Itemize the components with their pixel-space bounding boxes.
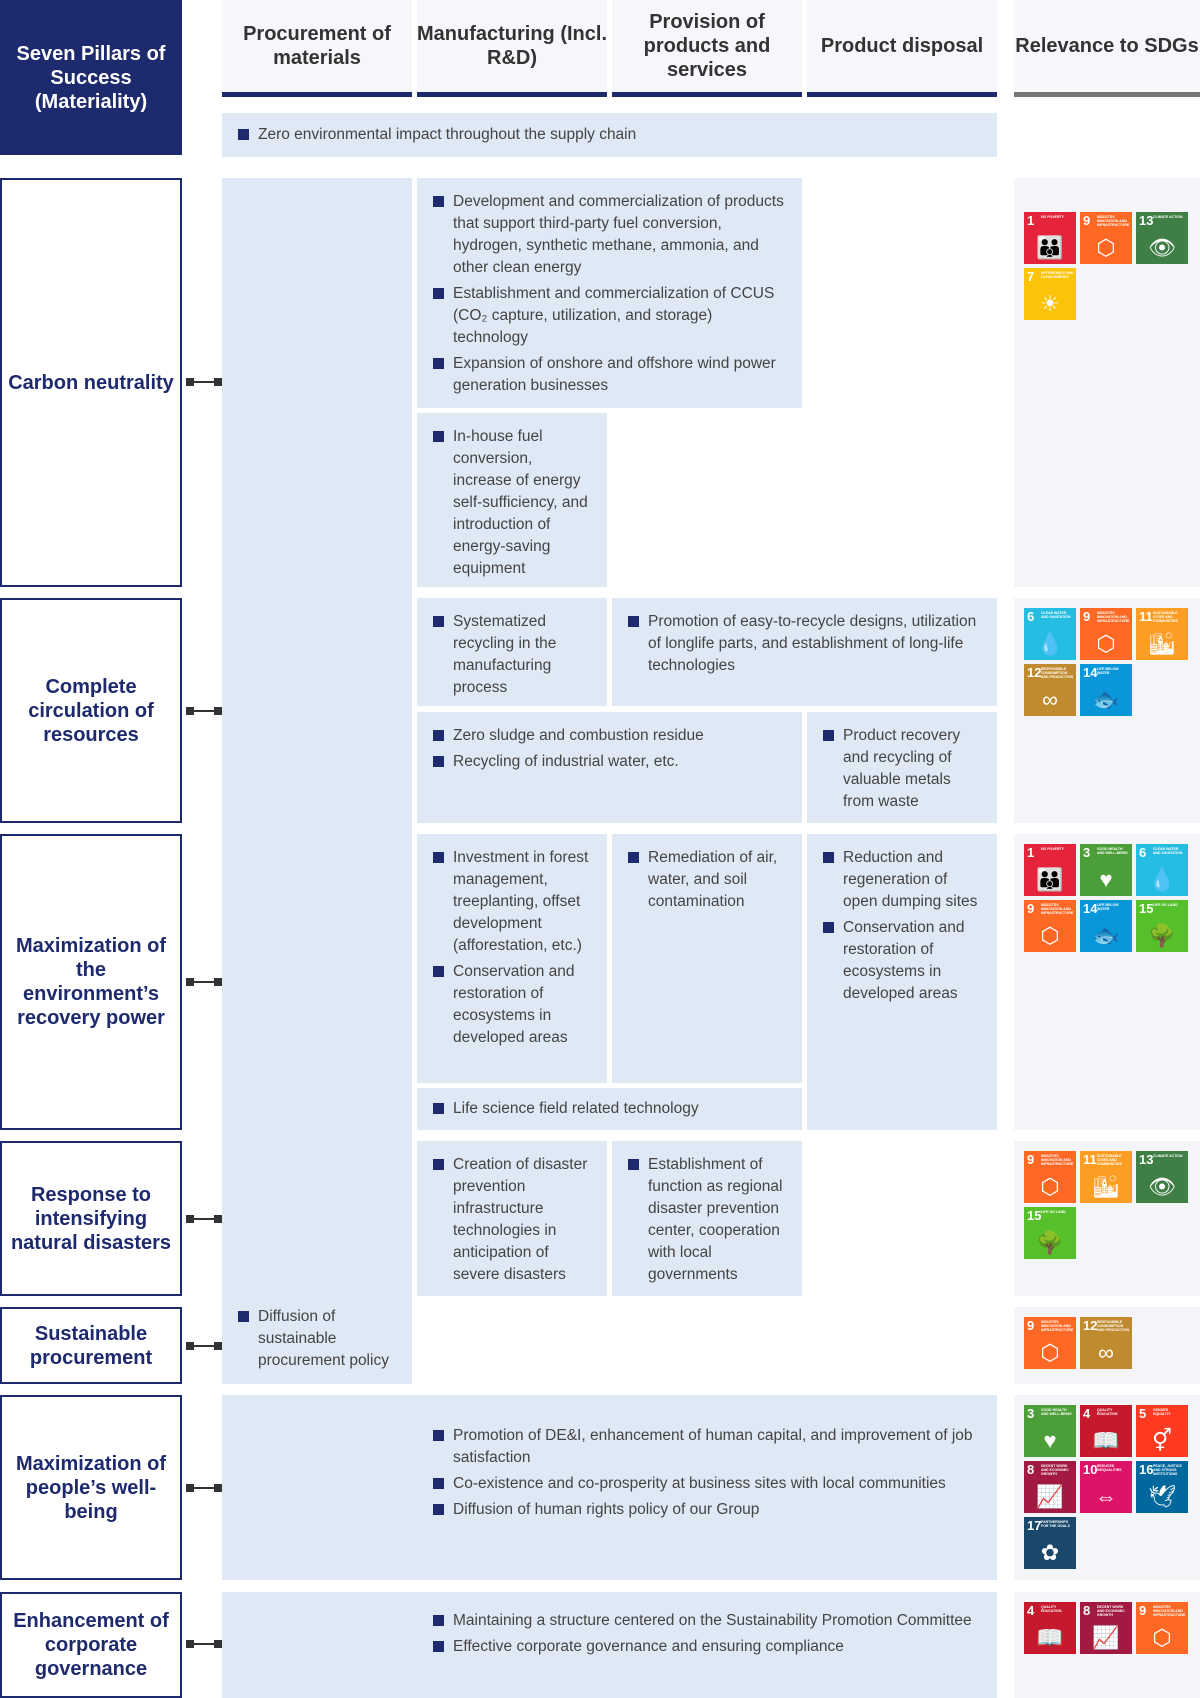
column-header-sdgs: Relevance to SDGs bbox=[1014, 0, 1200, 97]
environment-disposal-cell bbox=[807, 834, 997, 1130]
bullet-list bbox=[628, 1154, 790, 1286]
bullet-list bbox=[823, 847, 985, 1005]
bullet-list bbox=[433, 1098, 790, 1120]
supply-chain-row bbox=[222, 113, 997, 157]
sdg-15-icon: 15 LIFE ON LAND 🌳 bbox=[1024, 1207, 1076, 1259]
list-item: Maintaining a structure centered on the Sustainability Promotion Committee bbox=[433, 1610, 985, 1632]
circulation-disposal-cell bbox=[807, 712, 997, 823]
list-item: Reduction and regeneration of open dumping sites bbox=[823, 847, 985, 913]
list-item: Conservation and restoration of ecosystems in developed areas bbox=[433, 961, 595, 1049]
bullet-list bbox=[433, 611, 595, 699]
connector bbox=[186, 981, 222, 983]
sdg-icons-procurement bbox=[1014, 1307, 1200, 1384]
carbon-manufacturing-cell bbox=[417, 413, 607, 587]
list-item: Diffusion of human rights policy of our Group bbox=[433, 1499, 985, 1521]
sdg-14-icon: 14 LIFE BELOW WATER 🐟 bbox=[1080, 900, 1132, 952]
sdg-icons-governance bbox=[1014, 1592, 1200, 1698]
sdg-9-icon: 9 INDUSTRY, INNOVATION AND INFRASTRUCTURE ⬡ bbox=[1080, 608, 1132, 660]
pillars-header: Seven Pillars of Success (Materiality) bbox=[0, 0, 182, 155]
bullet-list bbox=[433, 426, 595, 580]
circulation-manufacturing-provision-cell bbox=[417, 712, 802, 823]
sdg-icons-circulation bbox=[1014, 598, 1200, 823]
sdg-8-icon: 8 DECENT WORK AND ECONOMIC GROWTH 📈 bbox=[1080, 1602, 1132, 1654]
bullet-list bbox=[628, 611, 985, 677]
list-item: Promotion of easy-to-recycle designs, utilization of longlife parts, and establishment of long-life technologies bbox=[628, 611, 985, 677]
list-item: Conservation and restoration of ecosystems in developed areas bbox=[823, 917, 985, 1005]
circulation-provision-cell bbox=[612, 598, 997, 706]
pillar-well-being: Maximization of people’s well-being bbox=[0, 1395, 182, 1580]
carbon-manufacturing-provision-cell bbox=[417, 178, 802, 408]
sdg-3-icon: 3 GOOD HEALTH AND WELL-BEING ♥ bbox=[1024, 1405, 1076, 1457]
list-item: Life science field related technology bbox=[433, 1098, 790, 1120]
sdg-1-icon: 1 NO POVERTY 👪 bbox=[1024, 212, 1076, 264]
governance-cell bbox=[222, 1592, 997, 1698]
list-item: Recycling of industrial water, etc. bbox=[433, 751, 790, 773]
connector bbox=[186, 381, 222, 383]
bullet-list bbox=[433, 847, 595, 1049]
list-item: Establishment and commercialization of CCUS (CO₂ capture, utilization, and storage) technology bbox=[433, 283, 790, 349]
column-header-disposal: Product disposal bbox=[807, 0, 997, 97]
bullet-list bbox=[433, 1154, 595, 1286]
sdg-9-icon: 9 INDUSTRY, INNOVATION AND INFRASTRUCTURE ⬡ bbox=[1024, 1151, 1076, 1203]
environment-provision-cell bbox=[612, 834, 802, 1083]
sdg-8-icon: 8 DECENT WORK AND ECONOMIC GROWTH 📈 bbox=[1024, 1461, 1076, 1513]
pillar-environment-recovery: Maximization of the environment’s recovery power bbox=[0, 834, 182, 1130]
list-item: Effective corporate governance and ensuring compliance bbox=[433, 1636, 985, 1658]
sdg-icons-carbon bbox=[1014, 178, 1200, 587]
sdg-icons-environment bbox=[1014, 834, 1200, 1130]
connector bbox=[186, 1218, 222, 1220]
sdg-6-icon: 6 CLEAN WATER AND SANITATION 💧 bbox=[1136, 844, 1188, 896]
sdg-icons-well-being bbox=[1014, 1395, 1200, 1580]
sdg-17-icon: 17 PARTNERSHIPS FOR THE GOALS ✿ bbox=[1024, 1517, 1076, 1569]
disaster-provision-cell bbox=[612, 1141, 802, 1296]
disaster-manufacturing-cell bbox=[417, 1141, 607, 1296]
list-item: Systematized recycling in the manufacturing process bbox=[433, 611, 595, 699]
list-item: Product recovery and recycling of valuable metals from waste bbox=[823, 725, 985, 813]
list-item: Investment in forest management, treeplanting, offset development (afforestation, etc.) bbox=[433, 847, 595, 957]
procurement-column bbox=[222, 178, 412, 1384]
sdg-6-icon: 6 CLEAN WATER AND SANITATION 💧 bbox=[1024, 608, 1076, 660]
pillar-carbon-neutrality: Carbon neutrality bbox=[0, 178, 182, 587]
sdg-10-icon: 10 REDUCED INEQUALITIES ⇔ bbox=[1080, 1461, 1132, 1513]
sdg-1-icon: 1 NO POVERTY 👪 bbox=[1024, 844, 1076, 896]
list-item: Zero environmental impact throughout the supply chain bbox=[238, 124, 985, 146]
sdg-14-icon: 14 LIFE BELOW WATER 🐟 bbox=[1080, 664, 1132, 716]
sdg-12-icon: 12 RESPONSIBLE CONSUMPTION AND PRODUCTION ∞ bbox=[1024, 664, 1076, 716]
sdg-9-icon: 9 INDUSTRY, INNOVATION AND INFRASTRUCTURE ⬡ bbox=[1080, 212, 1132, 264]
bullet-list bbox=[433, 1425, 985, 1521]
list-item: Promotion of DE&I, enhancement of human capital, and improvement of job satisfaction bbox=[433, 1425, 985, 1469]
connector bbox=[186, 1643, 222, 1645]
list-item: Expansion of onshore and offshore wind power generation businesses bbox=[433, 353, 790, 397]
sdg-3-icon: 3 GOOD HEALTH AND WELL-BEING ♥ bbox=[1080, 844, 1132, 896]
well-being-cell bbox=[222, 1395, 997, 1580]
connector bbox=[186, 1487, 222, 1489]
circulation-manufacturing-cell bbox=[417, 598, 607, 706]
connector bbox=[186, 710, 222, 712]
list-item: Zero sludge and combustion residue bbox=[433, 725, 790, 747]
list-item: Creation of disaster prevention infrastructure technologies in anticipation of severe disasters bbox=[433, 1154, 595, 1286]
bullet-list bbox=[238, 124, 985, 146]
bullet-list bbox=[823, 725, 985, 813]
environment-life-science-cell bbox=[417, 1088, 802, 1130]
sdg-5-icon: 5 GENDER EQUALITY ⚥ bbox=[1136, 1405, 1188, 1457]
list-item: Establishment of function as regional disaster prevention center, cooperation with local governments bbox=[628, 1154, 790, 1286]
sdg-11-icon: 11 SUSTAINABLE CITIES AND COMMUNITIES 🏙 bbox=[1136, 608, 1188, 660]
bullet-list bbox=[433, 191, 790, 397]
sdg-13-icon: 13 CLIMATE ACTION 👁 bbox=[1136, 212, 1188, 264]
sdg-7-icon: 7 AFFORDABLE AND CLEAN ENERGY ☀ bbox=[1024, 268, 1076, 320]
bullet-list bbox=[433, 725, 790, 773]
list-item: Remediation of air, water, and soil contamination bbox=[628, 847, 790, 913]
environment-manufacturing-cell bbox=[417, 834, 607, 1083]
sdg-9-icon: 9 INDUSTRY, INNOVATION AND INFRASTRUCTURE ⬡ bbox=[1024, 900, 1076, 952]
list-item: Co-existence and co-prosperity at business sites with local communities bbox=[433, 1473, 985, 1495]
pillar-corporate-governance: Enhancement of corporate governance bbox=[0, 1592, 182, 1698]
sdg-11-icon: 11 SUSTAINABLE CITIES AND COMMUNITIES 🏙 bbox=[1080, 1151, 1132, 1203]
list-item: Diffusion of sustainable procurement policy bbox=[238, 1306, 400, 1372]
sdg-9-icon: 9 INDUSTRY, INNOVATION AND INFRASTRUCTURE ⬡ bbox=[1136, 1602, 1188, 1654]
sdg-15-icon: 15 LIFE ON LAND 🌳 bbox=[1136, 900, 1188, 952]
column-header-procurement: Procurement of materials bbox=[222, 0, 412, 97]
pillar-resource-circulation: Complete circulation of resources bbox=[0, 598, 182, 823]
bullet-list bbox=[238, 1306, 400, 1376]
bullet-list bbox=[628, 847, 790, 913]
list-item: Development and commercialization of products that support third-party fuel conversion, hydrogen, synthetic methane, ammonia, and other clean energy bbox=[433, 191, 790, 279]
column-header-provision: Provision of products and services bbox=[612, 0, 802, 97]
pillar-sustainable-procurement: Sustainable procurement bbox=[0, 1307, 182, 1384]
pillar-natural-disasters: Response to intensifying natural disasters bbox=[0, 1141, 182, 1296]
bullet-list bbox=[433, 1610, 985, 1658]
sdg-4-icon: 4 QUALITY EDUCATION 📖 bbox=[1080, 1405, 1132, 1457]
sdg-4-icon: 4 QUALITY EDUCATION 📖 bbox=[1024, 1602, 1076, 1654]
sdg-16-icon: 16 PEACE, JUSTICE AND STRONG INSTITUTIONS 🕊 bbox=[1136, 1461, 1188, 1513]
sdg-13-icon: 13 CLIMATE ACTION 👁 bbox=[1136, 1151, 1188, 1203]
connector bbox=[186, 1345, 222, 1347]
sdg-12-icon: 12 RESPONSIBLE CONSUMPTION AND PRODUCTION ∞ bbox=[1080, 1317, 1132, 1369]
sdg-9-icon: 9 INDUSTRY, INNOVATION AND INFRASTRUCTURE ⬡ bbox=[1024, 1317, 1076, 1369]
sdg-icons-disaster bbox=[1014, 1141, 1200, 1296]
column-header-manufacturing: Manufacturing (Incl. R&D) bbox=[417, 0, 607, 97]
list-item: In-house fuel conversion, increase of energy self-sufficiency, and introduction of energy-saving equipment bbox=[433, 426, 595, 580]
